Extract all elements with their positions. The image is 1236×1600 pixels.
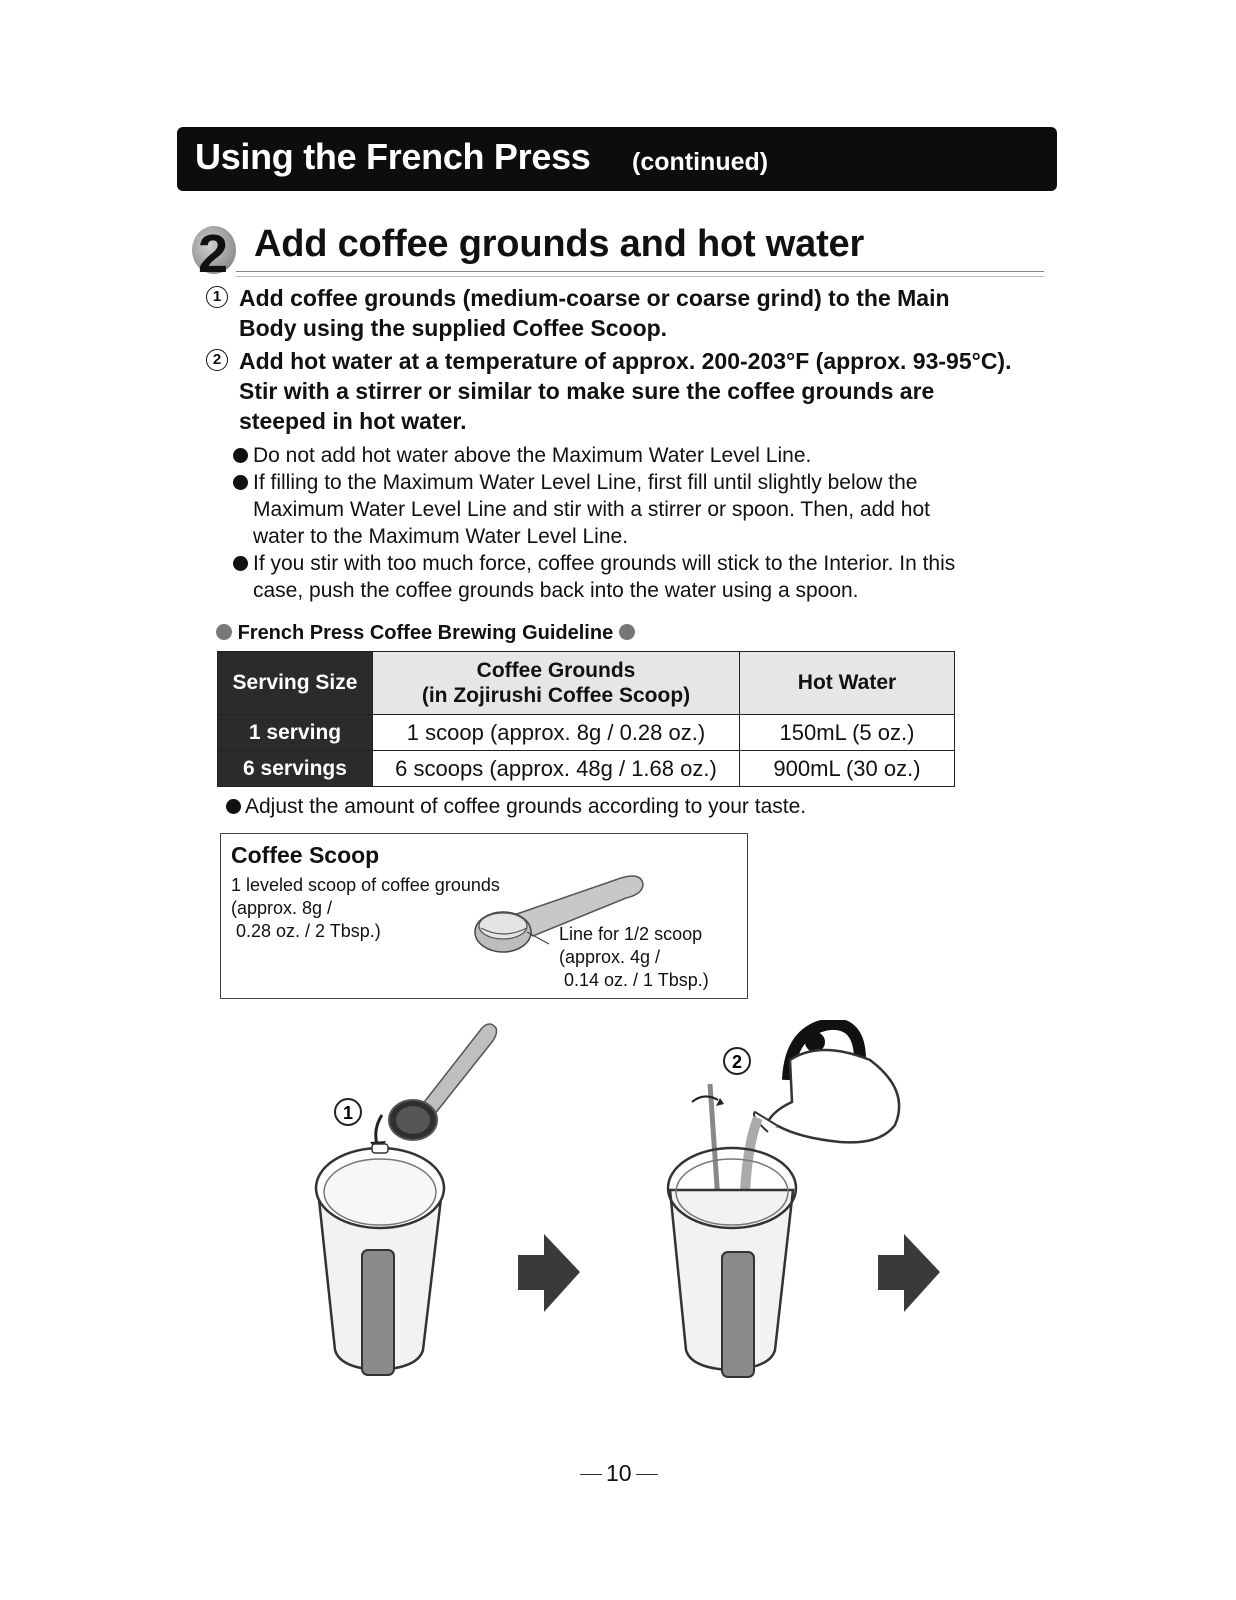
table-row [218, 751, 955, 787]
circle-bullet-icon [619, 624, 635, 640]
rotate-arrow-icon [692, 1096, 718, 1102]
note-line: If you stir with too much force, coffee grounds will stick to the Interior. In this [253, 552, 956, 575]
press-body-1 [316, 1144, 444, 1375]
coffee-scoop-box [220, 833, 748, 999]
header-hot-water: Hot Water [740, 652, 955, 715]
table-header-row [218, 652, 955, 715]
guideline-title [216, 622, 635, 645]
header-serving-size: Serving Size [218, 652, 373, 715]
header-grounds-line: (in Zojirushi Coffee Scoop) [421, 684, 691, 707]
header-coffee-grounds [373, 652, 740, 715]
note-item [233, 550, 1033, 604]
instruction-line: Stir with a stirrer or similar to make sure the coffee grounds are [239, 378, 935, 404]
water-cell: 900mL (30 oz.) [740, 751, 955, 787]
bullet-icon [226, 799, 241, 814]
scoop-description: 1 leveled scoop of coffee grounds (approx. 8g / 0.28 oz. / 2 Tbsp.) [231, 875, 500, 941]
step-heading: Add coffee grounds and hot water [254, 223, 865, 265]
guideline-title-text: French Press Coffee Brewing Guideline [237, 622, 614, 644]
step-number-badge [190, 220, 252, 276]
section-subtitle: (continued) [632, 148, 769, 176]
table-row [218, 715, 955, 751]
note-item [233, 469, 1033, 550]
step-number: 2 [198, 224, 229, 276]
instruction-1 [206, 283, 1056, 343]
bullet-icon [233, 556, 248, 571]
press-body-2 [668, 1148, 796, 1377]
water-cell: 150mL (5 oz.) [740, 715, 955, 751]
note-line: If filling to the Maximum Water Level Line, first fill until slightly below the [253, 471, 918, 494]
serving-cell: 1 serving [218, 715, 373, 751]
note-line: case, push the coffee grounds back into the water using a spoon. [253, 579, 859, 602]
instruction-line: Add coffee grounds (medium-coarse or coarse grind) to the Main [239, 285, 950, 311]
serving-cell: 6 servings [218, 751, 373, 787]
step1-mark: 1 [343, 1103, 354, 1123]
instruction-line: Add hot water at a temperature of approx. 200-203°F (approx. 93-95°C). [239, 348, 1012, 374]
heading-divider [236, 271, 1044, 277]
note-line: Maximum Water Level Line and stir with a stirrer or spoon. Then, add hot [253, 498, 930, 521]
circled-number: 1 [206, 286, 228, 308]
header-grounds-line: Coffee Grounds [476, 659, 636, 682]
note-line: water to the Maximum Water Level Line. [253, 525, 629, 548]
half-scoop-line-label: Line for 1/2 scoop (approx. 4g / 0.14 oz. / 1 Tbsp.) [559, 924, 709, 990]
grounds-cell: 1 scoop (approx. 8g / 0.28 oz.) [373, 715, 740, 751]
page-number-value: 10 [606, 1460, 632, 1486]
brewing-guideline-table [217, 651, 955, 787]
circle-bullet-icon [216, 624, 232, 640]
instruction-line: steeped in hot water. [239, 408, 467, 434]
page-number [576, 1460, 662, 1487]
section-title: Using the French Press [195, 136, 591, 177]
next-arrow-icon [518, 1234, 580, 1312]
note-line: Do not add hot water above the Maximum Water Level Line. [253, 444, 812, 467]
step1-scoop-icon [389, 1024, 497, 1140]
section-header [177, 127, 1057, 191]
adjust-note-text: Adjust the amount of coffee grounds according to your taste. [245, 795, 807, 818]
brewing-steps-illustration [300, 1020, 960, 1420]
grounds-cell: 6 scoops (approx. 48g / 1.68 oz.) [373, 751, 740, 787]
dash-right [636, 1474, 658, 1475]
note-item [233, 442, 1033, 469]
dash-left [580, 1474, 602, 1475]
scoop-title: Coffee Scoop [231, 842, 380, 868]
kettle-icon [754, 1024, 899, 1142]
adjust-note [226, 793, 1026, 820]
instruction-line: Body using the supplied Coffee Scoop. [239, 315, 668, 341]
bullet-icon [233, 448, 248, 463]
step2-mark: 2 [732, 1052, 743, 1072]
next-arrow-icon [878, 1234, 940, 1312]
circled-number: 2 [206, 349, 228, 371]
instruction-2 [206, 346, 1056, 436]
bullet-icon [233, 475, 248, 490]
